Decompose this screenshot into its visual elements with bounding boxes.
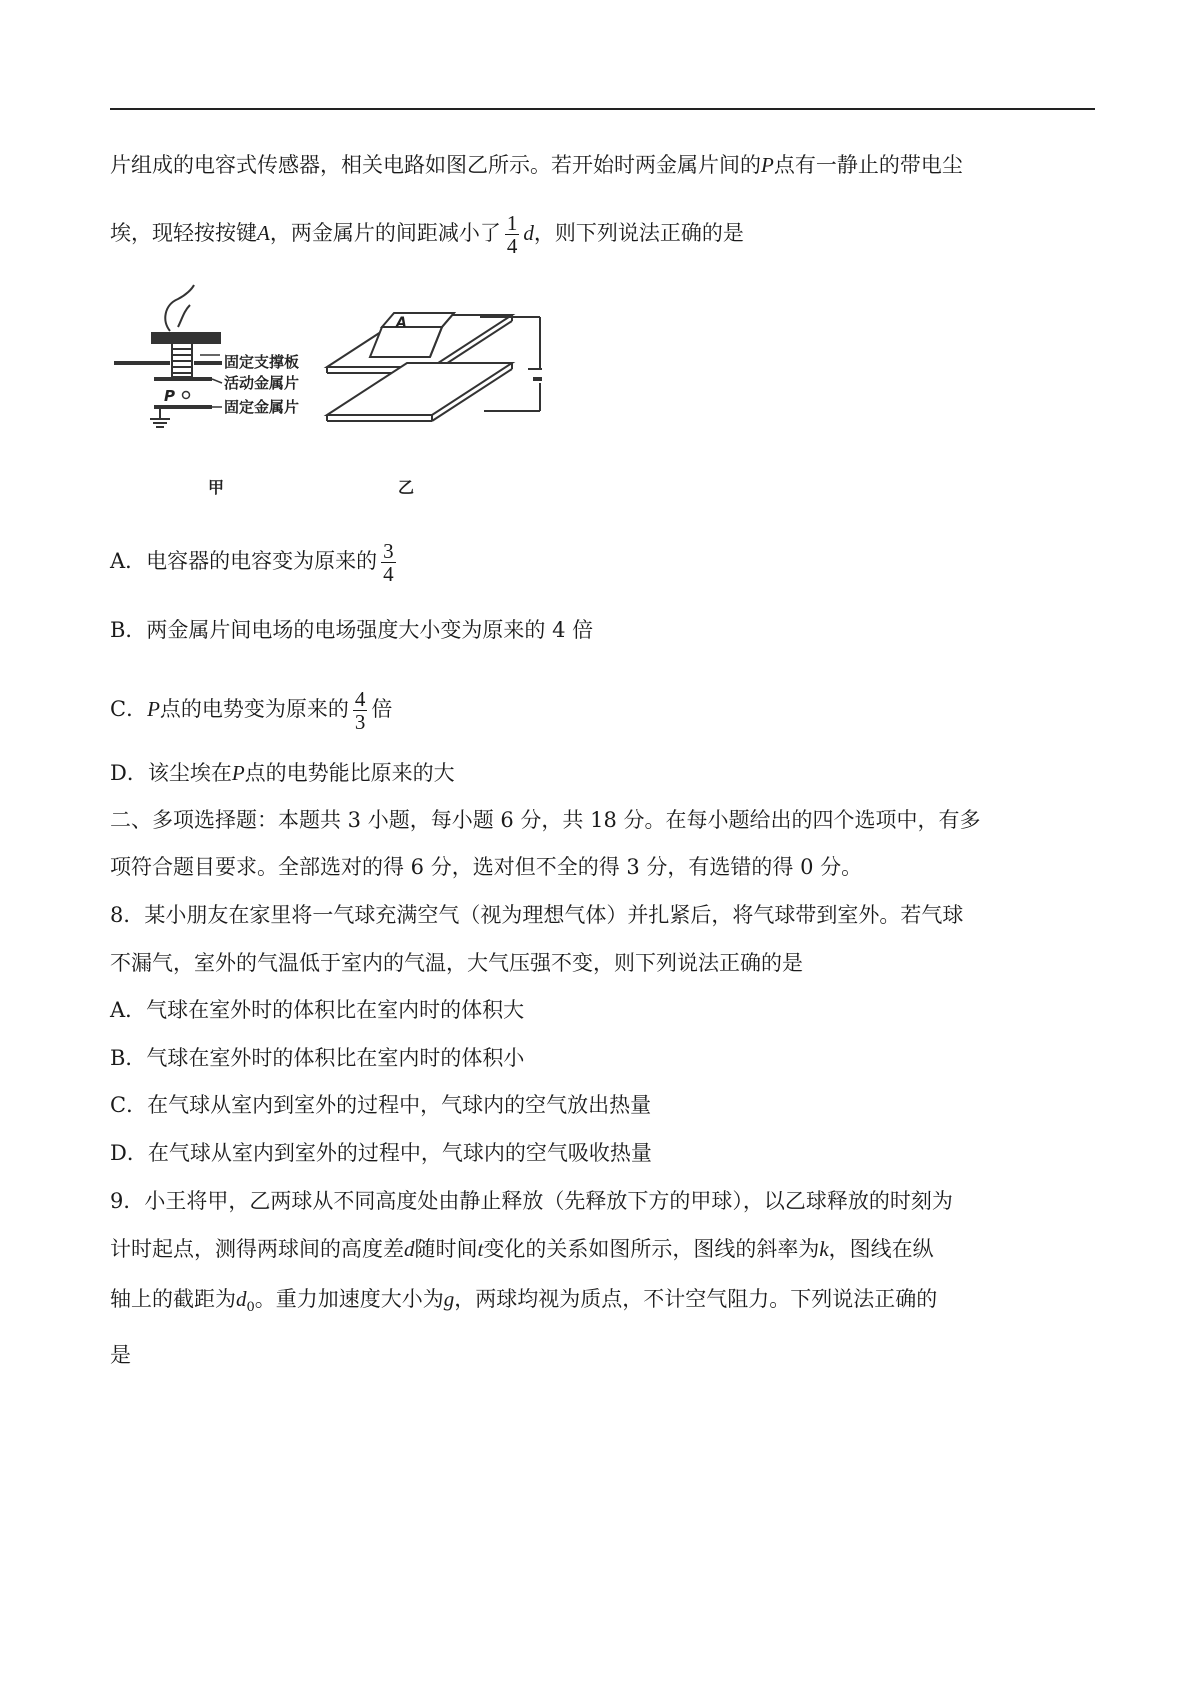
var-d: d <box>404 1237 415 1261</box>
label-movable-metal-plate: 活动金属片 <box>224 374 300 392</box>
q7-option-a: A．电容器的电容变为原来的 $\frac{3}{4}$ <box>110 539 394 586</box>
q8-option-c: C．在气球从室内到室外的过程中，气球内的空气放出热量 <box>110 1093 652 1117</box>
q7-text: ，两金属片的间距减小了 <box>269 221 501 245</box>
var-p: P <box>147 697 160 721</box>
figure-label-key-a: A <box>396 315 407 331</box>
q8-option-b: B．气球在室外时的体积比在室内时的体积小 <box>110 1046 525 1070</box>
q7-text: 埃，现轻按按键 <box>110 221 257 245</box>
label-fixed-support-plate: 固定支撑板 <box>224 353 300 371</box>
figure-label-p: P <box>164 387 175 405</box>
var-a: A <box>257 221 270 245</box>
section2-line-2: 项符合题目要求。全部选对的得 6 分，选对但不全的得 3 分，有选错的得 0 分。 <box>110 855 863 879</box>
q8-stem-line-1: 8．某小朋友在家里将一气球充满空气（视为理想气体）并扎紧后，将气球带到室外。若气球 <box>110 903 964 927</box>
caption-jia: 甲 <box>208 478 225 497</box>
q8-stem-line-2: 不漏气，室外的气温低于室内的气温，大气压强不变，则下列说法正确的是 <box>110 951 803 975</box>
q9-stem-line-2: 计时起点，测得两球间的高度差d随时间t变化的关系如图所示，图线的斜率为k，图线在纵 <box>110 1237 934 1261</box>
q7-option-c: C．P点的电势变为原来的 $\frac{4}{3}$ 倍 <box>110 687 393 734</box>
fraction-four-thirds: $\frac{4}{3}$ <box>354 687 366 734</box>
var-p: P <box>761 153 774 177</box>
caption-yi: 乙 <box>398 478 415 497</box>
var-k: k <box>819 1237 829 1261</box>
point-p-marker <box>183 392 190 399</box>
q7-text: ，则下列说法正确的是 <box>533 221 744 245</box>
q7-text: 片组成的电容式传感器，相关电路如图乙所示。若开始时两金属片间的 <box>110 153 761 177</box>
q9-stem-line-4: 是 <box>110 1343 131 1367</box>
fraction-three-quarters: $\frac{3}{4}$ <box>383 539 394 586</box>
q9-stem-line-3: 轴上的截距为$d_0$。重力加速度大小为g，两球均视为质点，不计空气阻力。下列说法正确的 <box>110 1287 938 1316</box>
q7-option-b: B．两金属片间电场的电场强度大小变为原来的 4 倍 <box>110 618 594 642</box>
q7-stem-line-1 <box>110 150 963 180</box>
q9-stem-line-1: 9．小王将甲，乙两球从不同高度处由静止释放（先释放下方的甲球），以乙球释放的时刻为 <box>110 1189 953 1213</box>
subscript-zero: 0 <box>246 1300 255 1316</box>
var-t: t <box>477 1237 484 1261</box>
fraction-one-quarter: $\frac{1}{4}$ <box>506 211 518 258</box>
var-d: d <box>523 221 534 245</box>
section2-line-1: 二、多项选择题：本题共 3 小题，每小题 6 分，共 18 分。在每小题给出的四个选项中，有多 <box>110 808 981 832</box>
q8-option-d: D．在气球从室内到室外的过程中，气球内的空气吸收热量 <box>110 1141 652 1165</box>
q7-stem-line-2 <box>110 212 744 257</box>
q7-option-d: D．该尘埃在P点的电势能比原来的大 <box>110 761 455 785</box>
header-rule <box>110 108 1095 110</box>
q8-option-a: A．气球在室外时的体积比在室内时的体积大 <box>110 998 525 1022</box>
var-p: P <box>231 761 245 785</box>
q7-text: 点有一静止的带电尘 <box>773 153 963 177</box>
var-g: g <box>443 1287 455 1311</box>
label-fixed-metal-plate: 固定金属片 <box>224 398 300 416</box>
var-d0: d <box>236 1287 247 1311</box>
capacitor-sensor-figure <box>112 283 542 498</box>
